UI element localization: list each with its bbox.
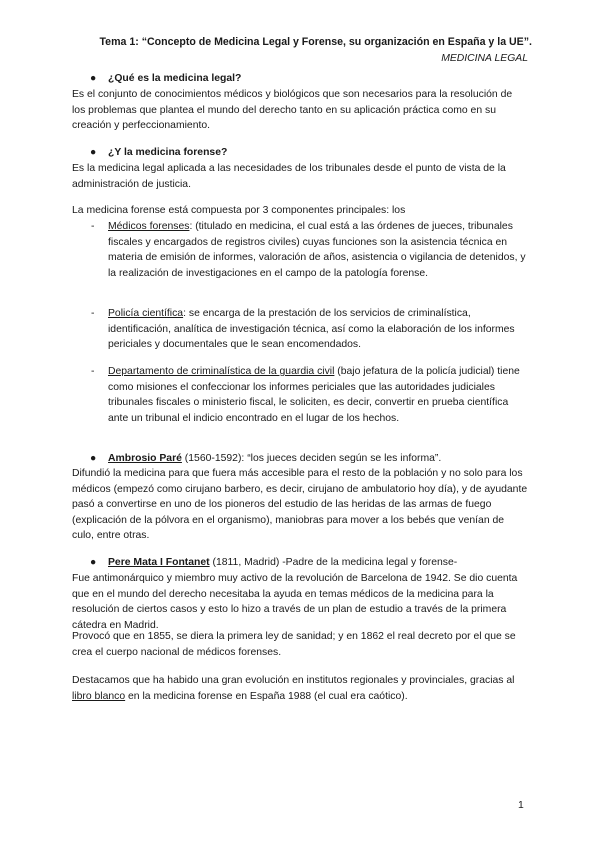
term-description: : (titulado en medicina, el cual está a las órdenes de jueces, tribunales fiscales y encargados de registros civiles) cuyas funciones son la asistencia técnica en materia de emisión de informes, valoración de años, asistencia o vigilancia de detenidos, y la realización de investigaciones en el campo de la patología forense.	[108, 221, 526, 279]
paragraph-closing	[72, 673, 528, 704]
dash-marker: -	[91, 308, 95, 319]
term-underlined: Departamento de criminalística de la guardia civil	[108, 366, 335, 377]
list-item-medicos-forenses	[91, 219, 531, 281]
libro-blanco-link: libro blanco	[72, 690, 126, 702]
term-description: : se encarga de la prestación de los servicios de criminalística, identificación, analítica de investigación técnica, así como la elaboración de los informes periciales y documentales que le sean encomendados.	[108, 308, 515, 351]
term-underlined: Médicos forenses	[108, 221, 190, 232]
paragraph-definition-legal: Es el conjunto de conocimientos médicos y biológicos que son necesarios para la resolución de los problemas que plantea el mundo del derecho tanto en su aplicación práctica como en su creación y perfeccionamiento.	[72, 89, 513, 132]
bullet-icon: ●	[90, 453, 97, 464]
heading-text: ¿Qué es la medicina legal?	[108, 73, 242, 84]
list-item-departamento-criminalistica	[91, 364, 531, 426]
heading-text: ¿Y la medicina forense?	[108, 147, 228, 158]
paragraph-pere-mata-1: Fue antimonárquico y miembro muy activo de la revolución de Barcelona de 1942. Se dio cuenta que en el mundo del derecho necesitaba la ayuda en temas médicos de la medicina para la resolución de ciertos casos y esto lo hizo a través de un plan de estudio a través de la primera cátedra en Madrid.	[72, 573, 518, 631]
section-heading-medicina-legal	[90, 71, 241, 87]
section-heading-pere-mata	[90, 555, 457, 571]
paragraph-pere-mata-2: Provocó que en 1855, se diera la primera ley de sanidad; y en 1862 el real decreto por el que se crea el cuerpo nacional de médicos forenses.	[72, 631, 516, 658]
components-intro: La medicina forense está compuesta por 3 componentes principales: los	[72, 205, 406, 216]
paragraph-definition-forense: Es la medicina legal aplicada a las necesidades de los tribunales desde el punto de vista de la administración de justicia.	[72, 163, 506, 190]
section-heading-medicina-forense	[90, 145, 227, 161]
bullet-icon: ●	[90, 557, 97, 568]
dash-marker: -	[91, 366, 95, 377]
closing-text-end: en la medicina forense en España 1988 (el cual era caótico).	[125, 690, 408, 702]
bullet-icon: ●	[90, 73, 97, 84]
closing-text: Destacamos que ha habido una gran evolución en institutos regionales y provinciales, gracias al	[72, 675, 515, 686]
person-name: Pere Mata I Fontanet	[108, 557, 210, 568]
person-dates: (1811, Madrid) -Padre de la medicina legal y forense-	[209, 557, 458, 568]
person-name: Ambrosio Paré	[108, 453, 182, 464]
person-dates: (1560-1592): “los jueces deciden según se les informa”.	[181, 453, 442, 464]
bullet-icon: ●	[90, 147, 97, 158]
dash-marker: -	[91, 221, 95, 232]
term-description: (bajo jefatura de la policía judicial) tiene como misiones el confeccionar los informes periciales que las autoridades judiciales tribunales fiscales o ministerio fiscal, le soliciten, es decir, convertir en prueba científica ante un tribunal el indicio encontrado en el lugar de los hechos.	[108, 366, 520, 424]
document-title: Tema 1: “Concepto de Medicina Legal y Forense, su organización en España y la UE”.	[99, 36, 532, 48]
document-subtitle: MEDICINA LEGAL	[441, 53, 528, 64]
page-number: 1	[518, 800, 524, 811]
list-item-policia-cientifica	[91, 306, 531, 353]
section-heading-ambrosio-pare	[90, 451, 441, 467]
term-underlined: Policía científica	[108, 308, 184, 319]
paragraph-ambrosio-pare: Difundió la medicina para que fuera más accesible para el resto de la población y no solo para los médicos (empezó como cirujano barbero, es decir, cirujano de ambulatorio hoy día), y de ayudante pasó a convertirse en uno de los pioneros del estudio de las heridas de las armas de fuego (explicación de la pólvora en el organismo), maniobras para mover a los bebés que venían de culo, entre otras.	[72, 468, 528, 542]
